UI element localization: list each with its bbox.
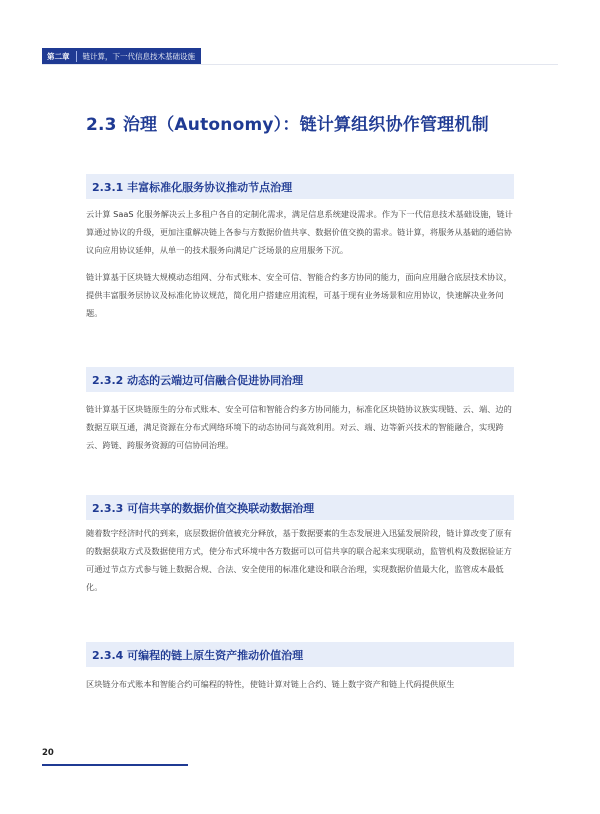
page-number: 20 [42, 748, 54, 758]
subsection-heading-2-3-3: 2.3.3 可信共享的数据价值交换联动数据治理 [86, 495, 514, 520]
footer-divider [42, 764, 188, 766]
subsection-heading-2-3-2: 2.3.2 动态的云端边可信融合促进协同治理 [86, 367, 514, 392]
subsection-heading-2-3-4: 2.3.4 可编程的链上原生资产推动价值治理 [86, 642, 514, 667]
paragraph: 云计算 SaaS 化服务解决云上多租户各自的定制化需求，满足信息系统建设需求。作为下一代信息技术基础设施，链计算通过协议的升级，更加注重解决链上各参与方数据价值共享、数据价值交换的需求。链计算，将服务从基础的通信协议向应用协议延伸，从单一的技术服务向满足广泛场景的应用服务下沉。 [86, 209, 513, 255]
subsection-heading-2-3-1: 2.3.1 丰富标准化服务协议推动节点治理 [86, 174, 514, 199]
paragraph: 区块链分布式账本和智能合约可编程的特性，使链计算对链上合约、链上数字资产和链上代码提供原生 [86, 679, 455, 689]
chapter-header-tag [42, 48, 201, 64]
paragraph: 随着数字经济时代的到来，底层数据价值被充分释放，基于数据要素的生态发展进入迅猛发展阶段，链计算改变了原有的数据获取方式及数据使用方式，使分布式环境中各方数据可以可信共享的联合起来实现联动，监管机构及数据验证方可通过节点方式参与链上数据合规、合法、安全使用的标准化建设和联合治理，实现数据价值最大化，监管成本最低化。 [86, 528, 512, 592]
chapter-number: 第二章 [47, 51, 77, 62]
section-title: 2.3 治理（Autonomy）：链计算组织协作管理机制 [86, 115, 489, 135]
paragraph: 链计算基于区块链大规模动态组网、分布式账本、安全可信、智能合约多方协同的能力，面向应用融合底层技术协议，提供丰富服务层协议及标准化协议规范，简化用户搭建应用流程，可基于现有业务场景和应用协议，快速解决业务问题。 [86, 272, 512, 318]
paragraph: 链计算基于区块链原生的分布式账本、安全可信和智能合约多方协同能力，标准化区块链协议族实现链、云、端、边的数据互联互通，满足资源在分布式网络环境下的动态协同与高效利用。对云、端、边等新兴技术的智能融合，实现跨云、跨链、跨服务资源的可信协同治理。 [86, 404, 512, 450]
header-divider [42, 64, 558, 65]
chapter-title: 链计算，下一代信息技术基础设施 [82, 51, 195, 61]
